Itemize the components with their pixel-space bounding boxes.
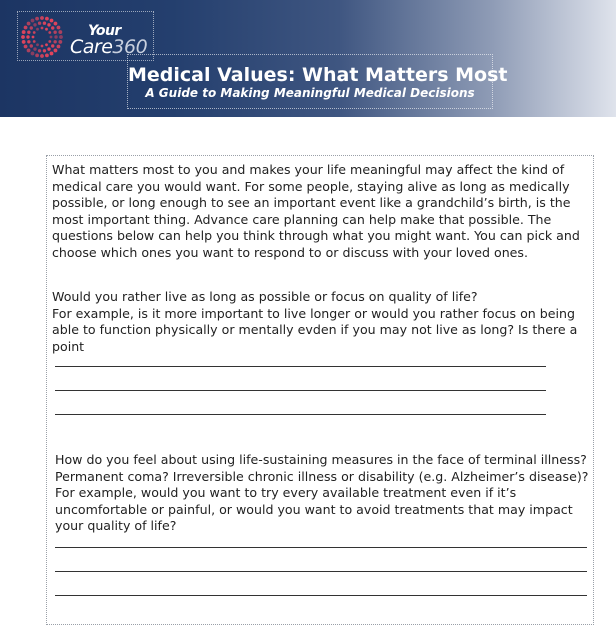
answer-line[interactable] [55, 414, 546, 415]
intro-paragraph: What matters most to you and makes your life meaningful may affect the kind of medical care you would want. For some people, staying alive as long as medically possible, or long enough to see an important event like a grandchild’s birth, is the most important thing. Advance care planning can help make that possible. The questions below can help you think through what you might want. You can pick and choose which ones you want to respond to or discuss with your loved ones. [52, 162, 580, 260]
logo-text-your: Your [88, 23, 121, 39]
header-banner [0, 0, 616, 117]
question-2 [55, 452, 593, 535]
logo-dots-icon [20, 15, 68, 59]
content-box [46, 155, 594, 625]
answer-line[interactable] [55, 547, 587, 548]
question-1-body: For example, is it more important to live longer or would you rather focus on being able to function physically or mentally evden if you may not live as long? Is there a point [52, 305, 578, 354]
answer-line[interactable] [55, 390, 546, 391]
page-title: Medical Values: What Matters Most [128, 64, 508, 86]
title-block [127, 54, 508, 109]
question-1 [52, 289, 590, 355]
answer-line[interactable] [55, 366, 546, 367]
question-2-body: For example, would you want to try every available treatment even if it’s uncomfortable or painful, or would you want to avoid treatments that may impact your quality of life? [55, 485, 573, 533]
answer-line[interactable] [55, 571, 587, 572]
logo-text-care: Care360 [70, 36, 148, 58]
answer-line[interactable] [55, 595, 587, 596]
page-subtitle: A Guide to Making Meaningful Medical Decisions [145, 86, 475, 100]
question-2-heading: How do you feel about using life-sustaining measures in the face of terminal illness? Permanent coma? Irreversible chronic illness or disability (e.g. Alzheimer’s disease)? [55, 452, 589, 484]
question-1-heading: Would you rather live as long as possible or focus on quality of life? [52, 289, 478, 304]
